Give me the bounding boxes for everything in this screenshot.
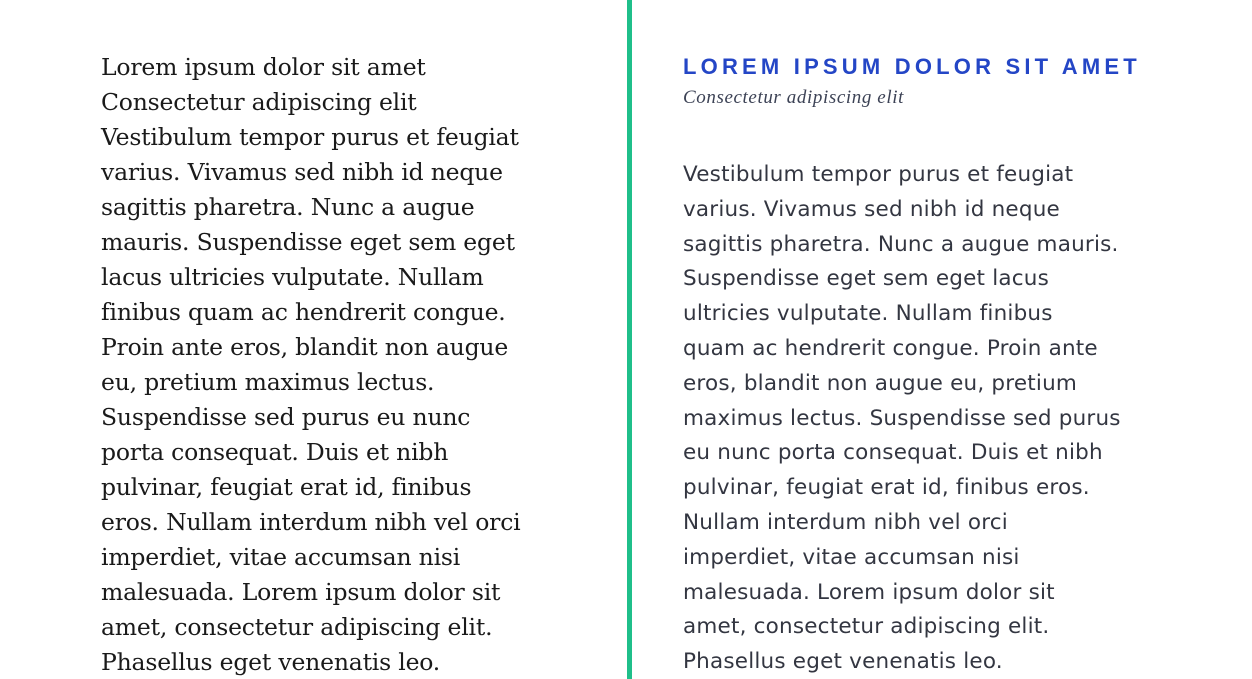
right-body-text: Vestibulum tempor purus et feugiat varius. Vivamus sed nibh id neque sagittis pharetra. Nunc a augue mauris. Suspendisse eget sem eget lacus ultricies vulputate. Nullam finibus quam ac hendrerit congue. Proin ante eros, blandit non augue eu, pretium maximus lectus. Suspendisse sed purus eu nunc porta consequat. Duis et nibh pulvinar, feugiat erat id, finibus eros. Nullam interdum nibh vel orci imperdiet, vitae accumsan nisi malesuada. Lorem ipsum dolor sit amet, consectetur adipiscing elit. Phasellus eget venenatis leo. [683, 162, 1121, 675]
right-title: LOREM IPSUM DOLOR SIT AMET [683, 54, 1141, 79]
right-subtitle: Consectetur adipiscing elit [683, 87, 904, 108]
left-body-text: Lorem ipsum dolor sit amet Consectetur adipiscing elit Vestibulum tempor purus et feugiat varius. Vivamus sed nibh id neque sagittis pharetra. Nunc a augue mauris. Suspendisse eget sem eget lacus ultricies vulputate. Nullam finibus quam ac hendrerit congue. Proin ante eros, blandit non augue eu, pretium maximus lectus. Suspendisse sed purus eu nunc porta consequat. Duis et nibh pulvinar, feugiat erat id, finibus eros. Nullam interdum nibh vel orci imperdiet, vitae accumsan nisi malesuada. Lorem ipsum dolor sit amet, consectetur adipiscing elit. Phasellus eget venenatis leo. [101, 53, 521, 676]
right-text-block [683, 52, 1183, 679]
column-divider [627, 0, 632, 679]
